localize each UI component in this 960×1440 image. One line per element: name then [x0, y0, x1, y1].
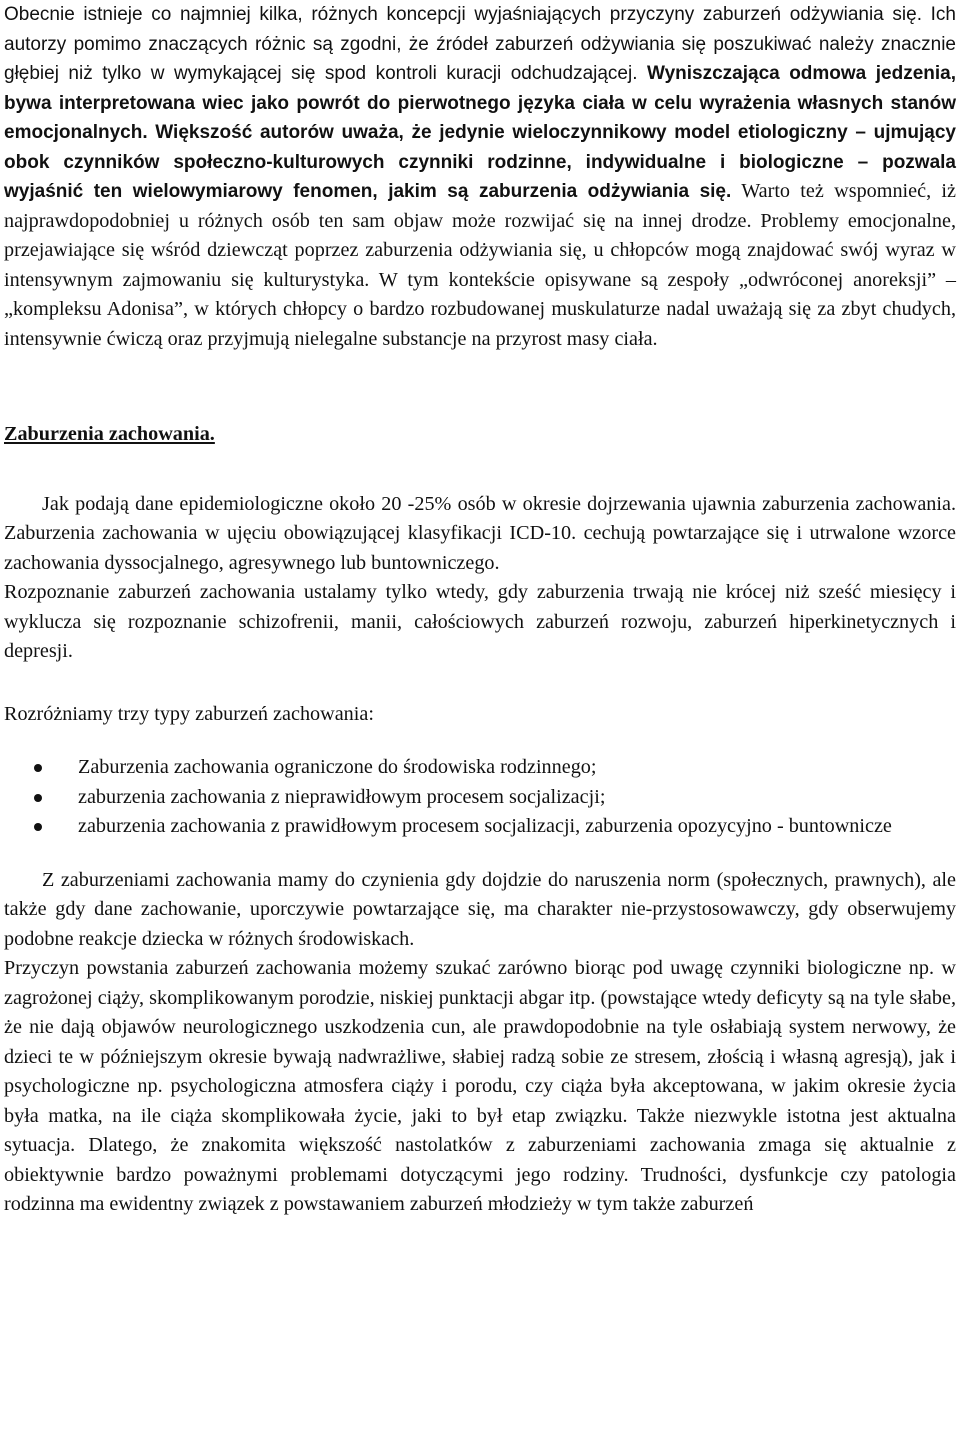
- bullet-icon: [34, 794, 42, 802]
- paragraph-bold-emphasis: Wyniszczająca odmowa jedzenia, bywa interpretowana wiec jako powrót do pierwotnego języka ciała w celu wyrażenia własnych stanów emocjonalnych. Większość autorów uważa, że jedynie wieloczynnikowy model etiologiczny – ujmujący obok czynników społeczno-kulturowych czynniki rodzinne, indywidualne i biologiczne – pozwala wyjaśnić ten wielowymiarowy fenomen, jakim są zaburzenia odżywiania się.: [4, 63, 956, 202]
- paragraph-continuation: Warto też wspomnieć, iż najprawdopodobniej u różnych osób ten sam objaw może rozwijać się na innej drodze. Problemy emocjonalne, przejawiające się wśród dziewcząt poprzez zaburzenia odżywiania się, u chłopców mogą znajdować swój wyraz w intensywnym zajmowaniu się kulturystyka. W tym kontekście opisywane są zespoły „odwróconej anoreksji” – „kompleksu Adonisa”, w których chłopcy o bardzo rozbudowanej muskulaturze nadal uważają się za zbyt chudych, intensywnie ćwiczą oraz przyjmują nielegalne substancje na przyrost masy ciała.: [4, 180, 956, 350]
- list-item-text: zaburzenia zachowania z prawidłowym procesem socjalizacji, zaburzenia opozycyjno - buntownicze: [78, 815, 892, 837]
- paragraph-causes: Przyczyn powstania zaburzeń zachowania możemy szukać zarówno biorąc pod uwagę czynniki biologiczne np. w zagrożonej ciąży, skomplikowanym porodzie, niskiej punktacji abgar itp. (powstające wtedy deficyty są na tyle słabe, że nie dają objawów neurologicznego uszkodzenia cun, ale prawdopodobnie na tyle osłabiają system nerwowy, że dzieci te w późniejszym okresie bywają nadwrażliwe, słabiej radzą sobie ze stresem, złością i własną agresją), jak i psychologiczne np. psychologiczna atmosfera ciąży i porodu, czy ciąża była akceptowana, w jakim okresie życia była matka, na ile ciąża skomplikowała życie, jaki to był etap związku. Także niezwykle istotna jest aktualna sytuacja. Dlatego, że znakomita większość nastolatków z zaburzeniami zachowania zmaga się aktualnie z obiektywnie bardzo poważnymi problemami dotyczącymi jego rodziny. Trudności, dysfunkcje czy patologia rodzinna ma ewidentny związek z powstawaniem zaburzeń młodzieży w tym także zaburzeń: [4, 957, 956, 1215]
- list-item-text: zaburzenia zachowania z nieprawidłowym procesem socjalizacji;: [78, 785, 606, 808]
- types-list: [4, 753, 956, 842]
- paragraph-eating-disorders: [4, 0, 956, 354]
- list-item-text: Zaburzenia zachowania ograniczone do środowiska rodzinnego;: [78, 756, 597, 778]
- list-item: [4, 783, 956, 813]
- document-page: [4, 0, 956, 1220]
- paragraph-diagnosis: Rozpoznanie zaburzeń zachowania ustalamy tylko wtedy, gdy zaburzenia trwają nie krócej niż sześć miesięcy i wyklucza się rozpoznanie schizofrenii, manii, całościowych zaburzeń rozwoju, zaburzeń hiperkinetycznych i depresji.: [4, 581, 956, 662]
- paragraph-definition: Z zaburzeniami zachowania mamy do czynienia gdy dojdzie do naruszenia norm (społecznych, prawnych), ale także gdy dane zachowanie, uporczywie powtarzające się, ma charakter nie-przystosowawczy, gdy obserwujemy podobne reakcje dziecka w różnych środowiskach.: [4, 868, 956, 950]
- types-intro: Rozróżniamy trzy typy zaburzeń zachowania:: [4, 702, 374, 725]
- list-item: [4, 753, 956, 783]
- section-heading: Zaburzenia zachowania.: [4, 423, 215, 445]
- paragraph-epidemiology: Jak podają dane epidemiologiczne około 20 -25% osób w okresie dojrzewania ujawnia zaburzenia zachowania. Zaburzenia zachowania w ujęciu obowiązującej klasyfikacji ICD-10. cechują powtarzające się i utrwalone wzorce zachowania dyssocjalnego, agresywnego lub buntowniczego.: [4, 492, 956, 574]
- bullet-icon: [34, 823, 42, 831]
- bullet-icon: [34, 764, 42, 772]
- paragraph-intro-text: Obecnie istnieje co najmniej kilka, różnych koncepcji wyjaśniających przyczyny zaburzeń odżywiania się. Ich autorzy pomimo znaczących różnic są zgodni, że źródeł zaburzeń odżywiania się poszukiwać należy znacznie głębiej niż tylko w wymykającej się spod kontroli kuracji odchudzającej.: [4, 4, 956, 84]
- list-item: [4, 812, 956, 842]
